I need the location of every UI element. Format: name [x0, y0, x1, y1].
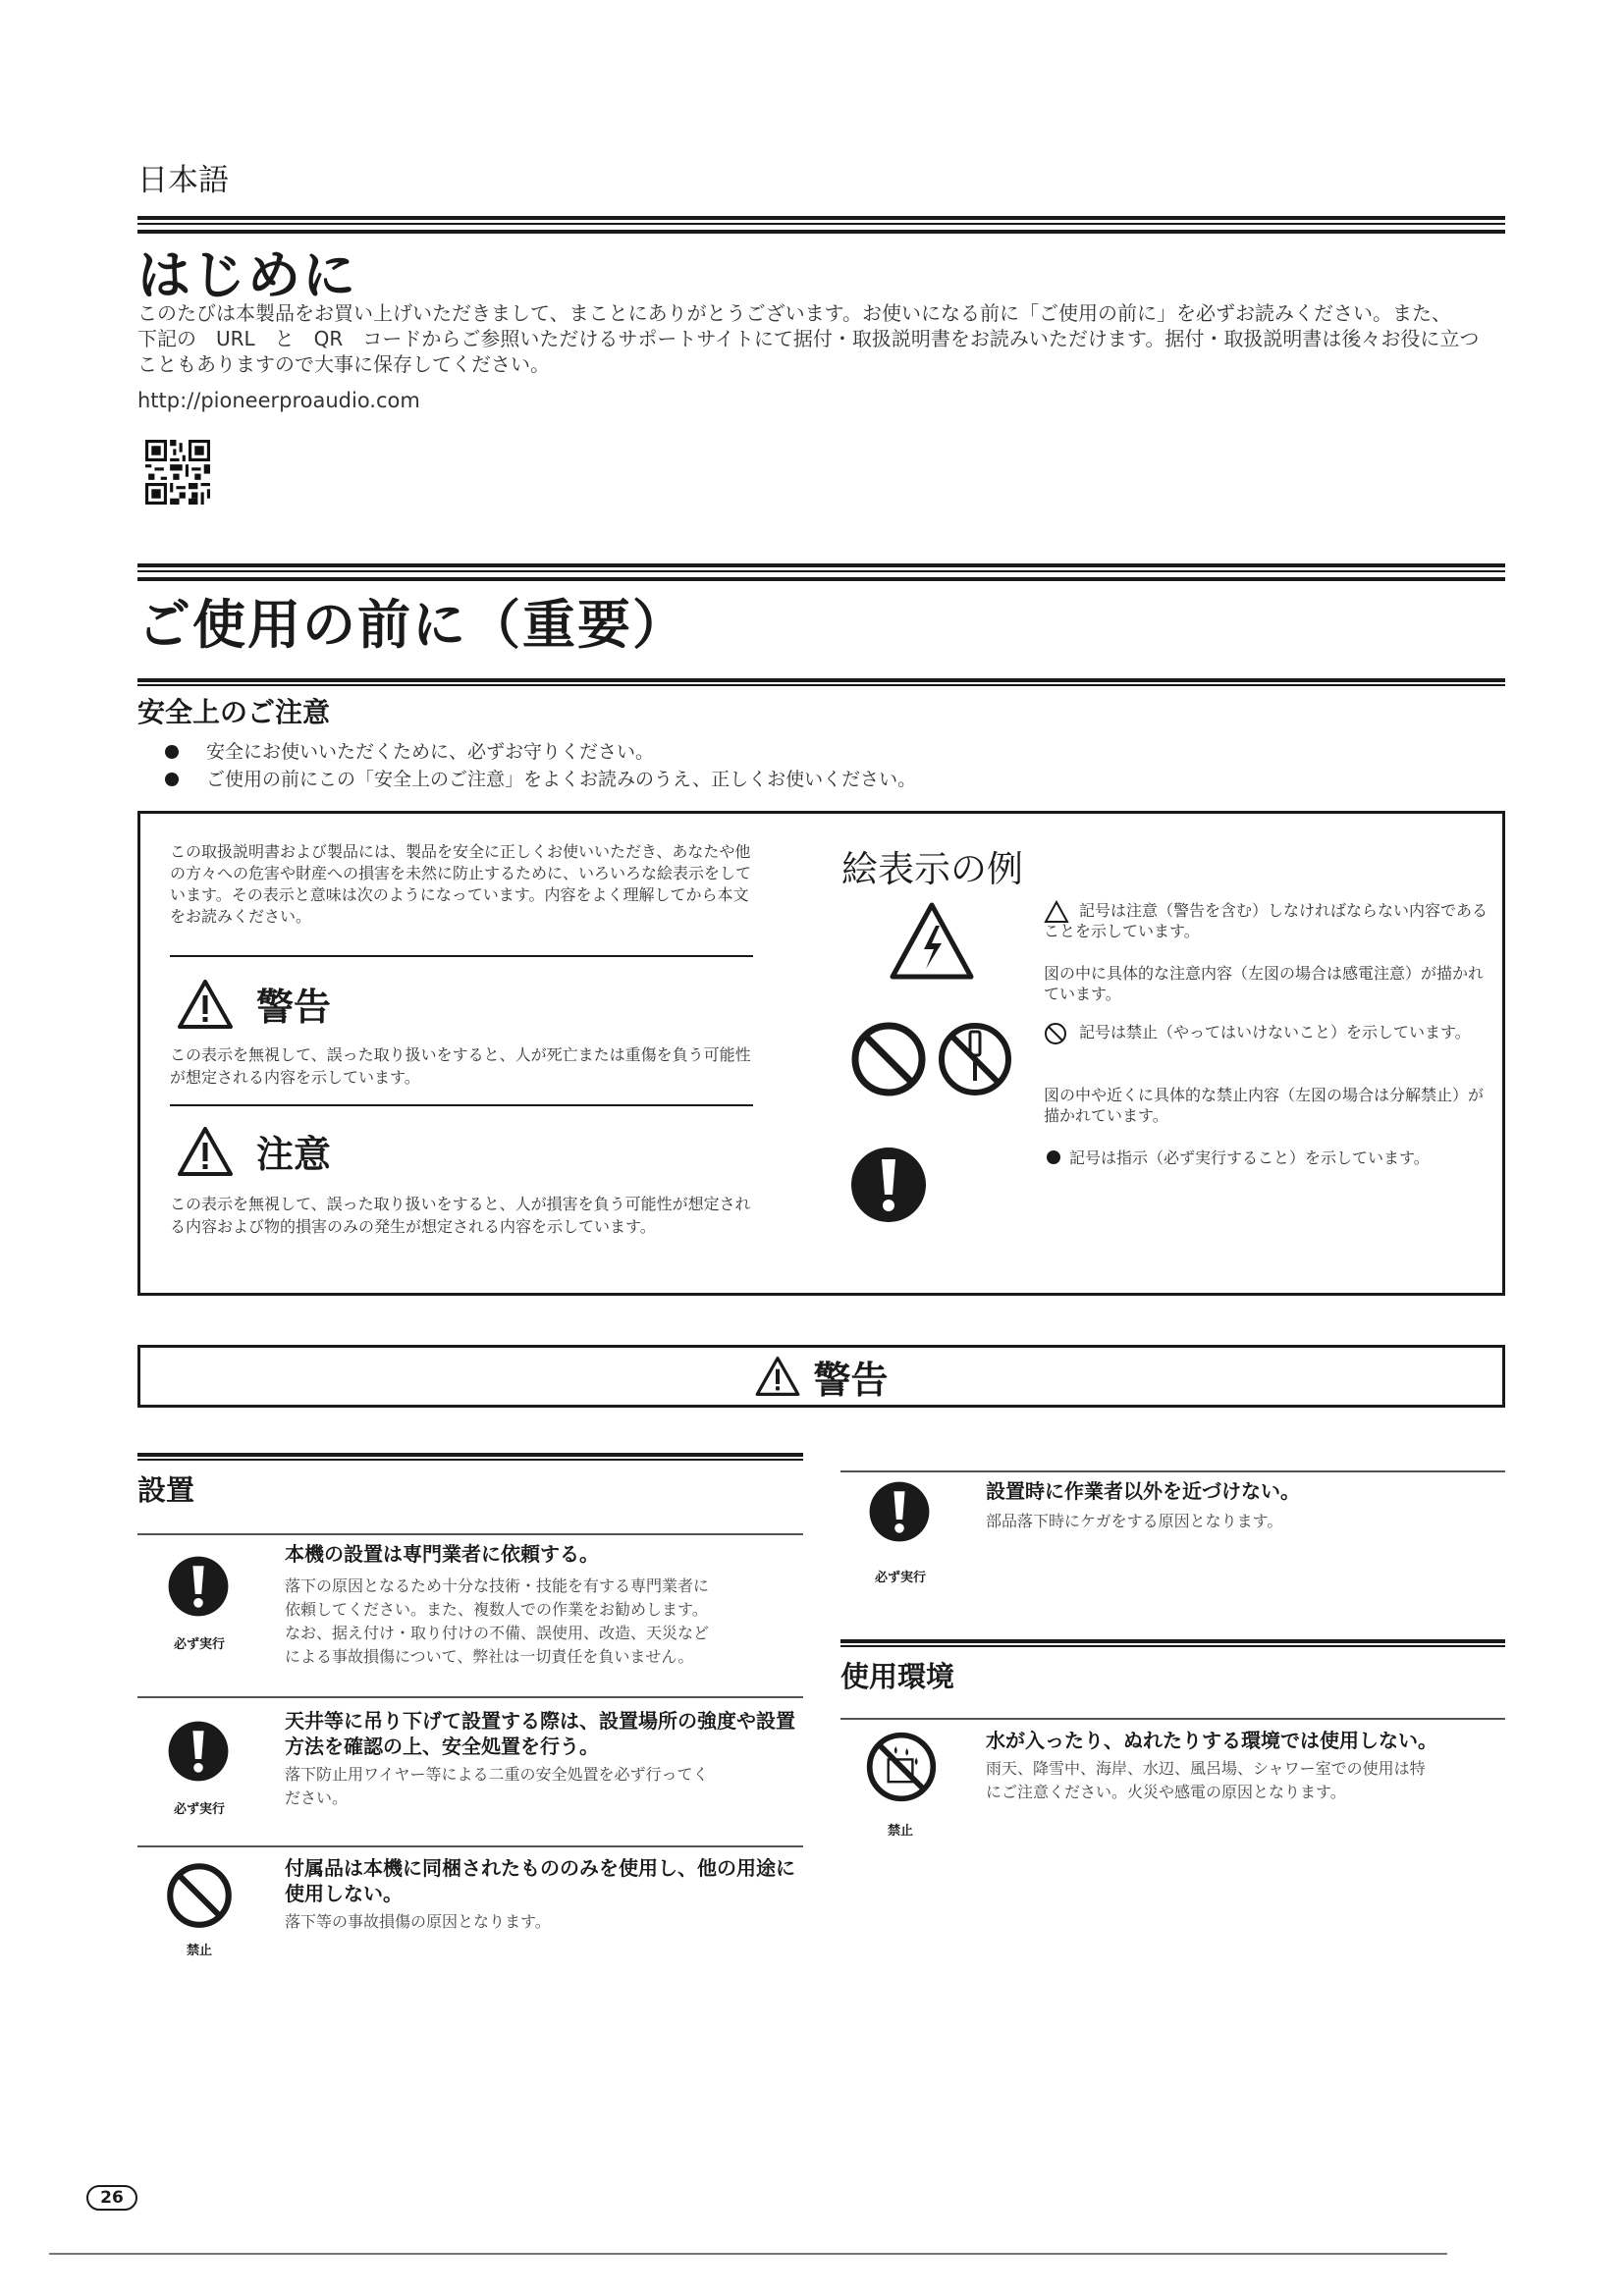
divider: [840, 1718, 1505, 1720]
divider: [137, 1533, 803, 1535]
example-caution-text: 記号は注意（警告を含む）しなければならない内容であることを示しています。: [1044, 901, 1489, 940]
example-shock-text: 図の中に具体的な注意内容（左図の場合は感電注意）が描かれています。: [1044, 964, 1485, 1003]
warning-triangle-icon: [754, 1355, 801, 1398]
warning-label: 警告: [256, 986, 332, 1029]
intro-line: このたびは本製品をお買い上げいただきまして、まことにありがとうございます。お使いになる前に「ご使用の前に」を必ずお読みください。また、: [137, 301, 1451, 325]
body-line: なお、据え付け・取り付けの不備、誤使用、改造、天災など: [285, 1624, 710, 1642]
caution-description: この表示を無視して、誤った取り扱いをすると、人が損害を負う可能性が想定される内容および物的損害のみの発生が想定される内容を示しています。: [170, 1195, 751, 1236]
body-line: にご注意ください。火災や感電の原因となります。: [986, 1783, 1346, 1801]
page-title-intro: はじめに: [137, 244, 357, 306]
body-line: 部品落下時にケガをする原因となります。: [986, 1512, 1283, 1530]
item-body: [285, 1763, 709, 1810]
list-item: 安全にお使いいただくために、必ずお守りください。: [165, 738, 916, 766]
example-disassembly-text: 図の中や近くに具体的な禁止内容（左図の場合は分解禁止）が描かれています。: [1044, 1086, 1485, 1125]
body-line: 落下等の事故損傷の原因となります。: [285, 1912, 551, 1931]
warning-banner-label: 警告: [813, 1358, 889, 1402]
intro-text: [137, 300, 1571, 377]
body-line: による事故損傷について、弊社は一切責任を負いません。: [285, 1647, 694, 1666]
list-item: ご使用の前にこの「安全上のご注意」をよくお読みのうえ、正しくお使いください。: [165, 766, 916, 793]
prohibit-icon: [165, 1861, 234, 1930]
symbol-lead-text: この取扱説明書および製品には、製品を安全に正しくお使いいただき、あなたや他の方々への危害や財産への損害を未然に防止するために、いろいろな絵表示をしています。その表示と意味は次のようになっています。内容をよく理解してから本文をお読みください。: [170, 842, 752, 926]
body-line: 依頼してください。また、複数人での作業をお勧めします。: [285, 1600, 708, 1619]
item-heading: 水が入ったり、ぬれたりする環境では使用しない。: [986, 1729, 1437, 1752]
footer-rule: [49, 2253, 1447, 2255]
no-disassembly-icon: [936, 1020, 1014, 1098]
body-line: 雨天、降雪中、海岸、水辺、風呂場、シャワー室での使用は特: [986, 1759, 1426, 1778]
warning-description: この表示を無視して、誤った取り扱いをすると、人が死亡または重傷を負う可能性が想定される内容を示しています。: [170, 1045, 751, 1087]
body-line: ださい。: [285, 1789, 349, 1807]
mandatory-action-icon: [167, 1720, 230, 1783]
qr-code-icon: [145, 440, 210, 505]
warning-triangle-icon: [176, 978, 235, 1031]
mandatory-action-icon: [167, 1555, 230, 1618]
icon-label: 必ず実行: [173, 1802, 225, 1817]
installation-title: 設置: [137, 1473, 195, 1507]
example-prohibit-text: 記号は禁止（やってはいけないこと）を示しています。: [1079, 1023, 1471, 1041]
caution-label: 注意: [256, 1133, 332, 1176]
item-heading: 設置時に作業者以外を近づけない。: [986, 1479, 1300, 1503]
symbol-explanation-box: [137, 811, 1505, 1296]
page-number: 26: [86, 2185, 137, 2211]
environment-title: 使用環境: [840, 1660, 955, 1693]
divider: [170, 955, 753, 957]
divider: [137, 1696, 803, 1698]
item-heading: 付属品は本機に同梱されたもののみを使用し、他の用途に使用しない。: [285, 1856, 795, 1905]
icon-label: 必ず実行: [173, 1637, 225, 1652]
support-url[interactable]: http://pioneerproaudio.com: [137, 389, 420, 412]
caution-triangle-icon: [176, 1125, 235, 1178]
caution-heading: [176, 1124, 331, 1178]
section-rule: [840, 1639, 1505, 1647]
safety-bullets: [165, 738, 916, 793]
language-label: 日本語: [137, 163, 229, 198]
divider: [137, 1845, 803, 1847]
intro-line: こともありますので大事に保存してください。: [137, 352, 550, 376]
body-line: 落下の原因となるため十分な技術・技能を有する専門業者に: [285, 1576, 710, 1595]
electric-shock-icon: [889, 900, 975, 983]
section-rule: [137, 678, 1505, 686]
item-body: [986, 1510, 1282, 1533]
prohibit-icon: [849, 1020, 928, 1098]
mandatory-action-icon: [868, 1480, 931, 1543]
warning-heading: [176, 977, 331, 1031]
intro-line: 下記の URL と QR コードからご参照いただけるサポートサイトにて据付・取扱説明書をお読みいただけます。据付・取扱説明書は後々お役に立つ: [137, 327, 1480, 350]
page-title-important: ご使用の前に（重要）: [137, 594, 687, 656]
safety-title: 安全上のご注意: [137, 696, 331, 728]
title-rule: [137, 216, 1505, 234]
divider: [170, 1104, 753, 1106]
example-mandatory-text: 記号は指示（必ず実行すること）を示しています。: [1069, 1148, 1430, 1167]
item-heading: 本機の設置は専門業者に依頼する。: [285, 1542, 599, 1566]
item-body: [285, 1575, 709, 1669]
section-rule: [137, 1453, 803, 1461]
item-body: [986, 1757, 1426, 1804]
body-line: 落下防止用ワイヤー等による二重の安全処置を必ず行ってく: [285, 1765, 709, 1784]
examples-title: 絵表示の例: [841, 848, 1023, 890]
title-rule: [137, 563, 1505, 581]
item-heading: 天井等に吊り下げて設置する際は、設置場所の強度や設置方法を確認の上、安全処置を行う。: [285, 1709, 795, 1758]
warning-banner: [137, 1345, 1505, 1408]
divider: [840, 1470, 1505, 1472]
mandatory-action-icon: [849, 1146, 928, 1224]
icon-label: 禁止: [887, 1824, 913, 1839]
icon-label: 禁止: [186, 1944, 212, 1958]
no-water-icon: [864, 1730, 939, 1804]
icon-label: 必ず実行: [874, 1571, 926, 1585]
item-body: [285, 1910, 551, 1934]
